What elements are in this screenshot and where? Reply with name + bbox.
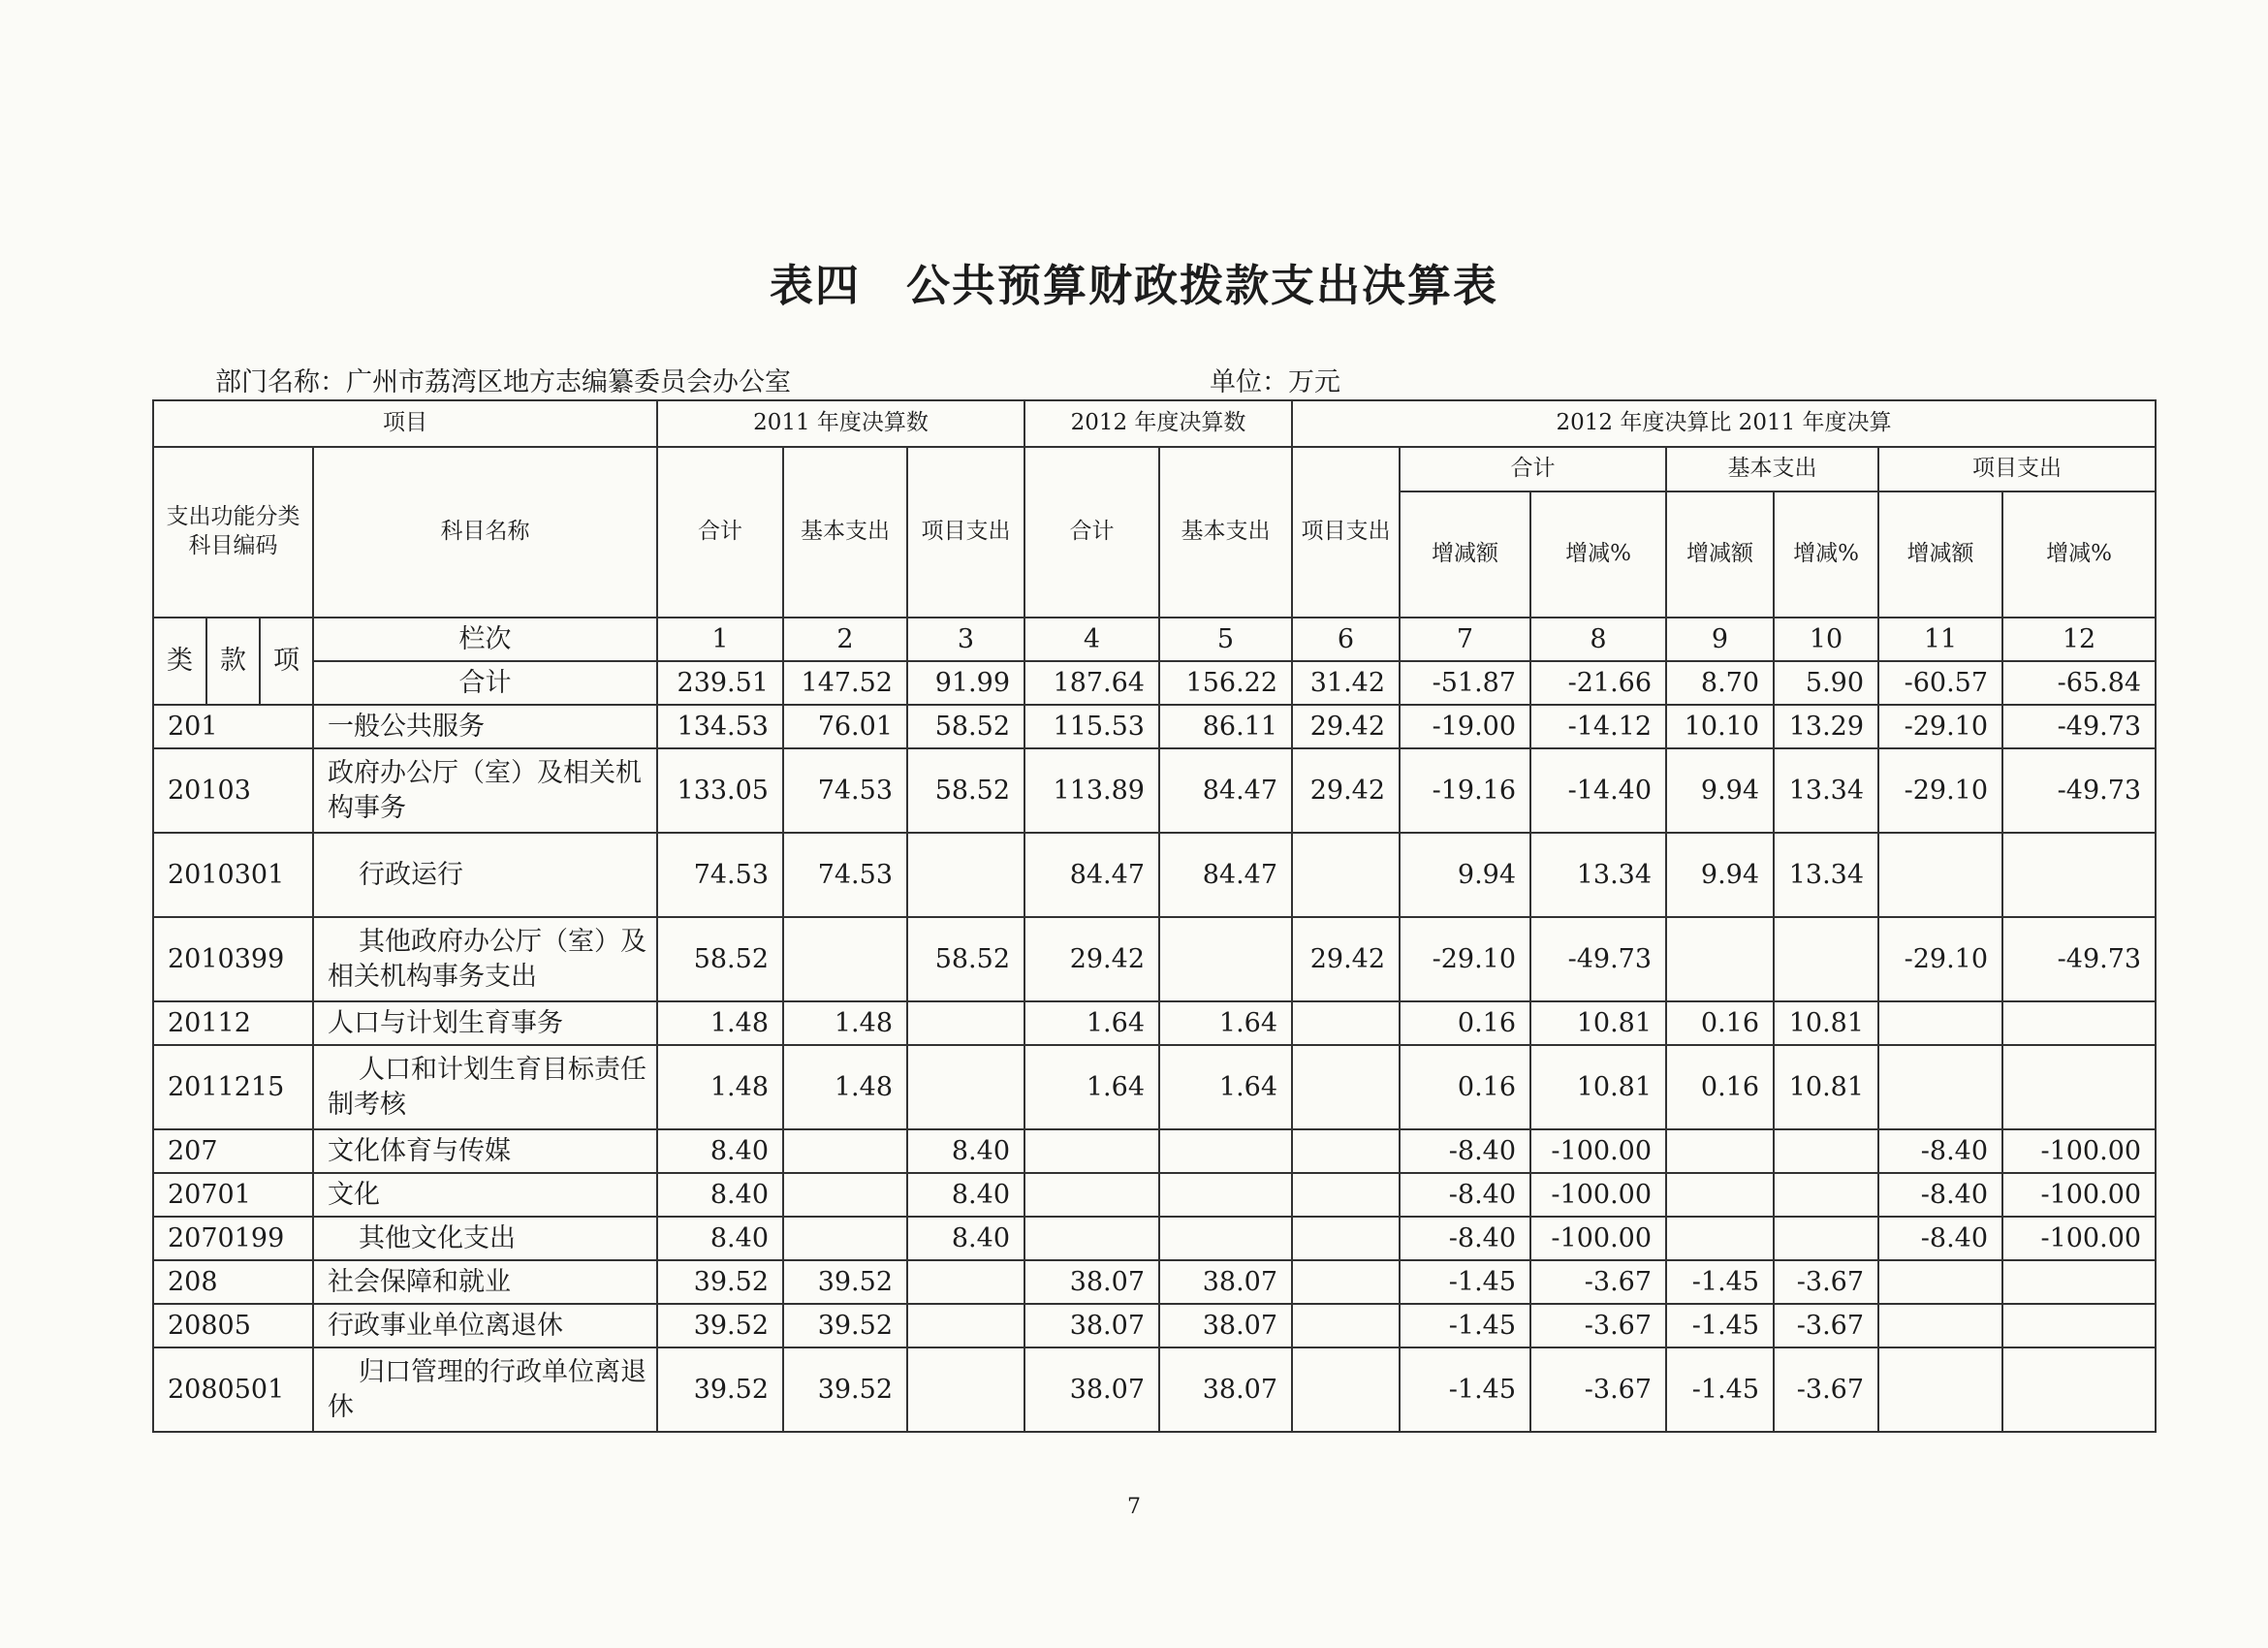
row-value: -14.40 bbox=[1530, 748, 1666, 833]
row-value: -3.67 bbox=[1530, 1347, 1666, 1432]
row-code: 2010399 bbox=[153, 917, 313, 1001]
row-value: -8.40 bbox=[1400, 1217, 1530, 1260]
row-value: -49.73 bbox=[2002, 705, 2156, 748]
total-cell: 187.64 bbox=[1024, 661, 1159, 705]
header-name: 科目名称 bbox=[313, 447, 657, 618]
table-row bbox=[153, 833, 2156, 917]
row-value: -8.40 bbox=[1400, 1173, 1530, 1217]
row-value bbox=[1666, 1217, 1774, 1260]
header-row-2 bbox=[153, 447, 2156, 491]
row-value bbox=[1159, 1129, 1292, 1173]
row-value: -1.45 bbox=[1666, 1304, 1774, 1347]
row-value: 9.94 bbox=[1666, 833, 1774, 917]
total-cell: 147.52 bbox=[783, 661, 907, 705]
row-value: 84.47 bbox=[1159, 748, 1292, 833]
col-number: 7 bbox=[1400, 618, 1530, 661]
row-name-text: 人口和计划生育目标责任制考核 bbox=[328, 1055, 646, 1120]
row-name-text: 人口与计划生育事务 bbox=[328, 1007, 563, 1038]
row-value: 8.40 bbox=[657, 1217, 783, 1260]
row-value bbox=[1159, 1173, 1292, 1217]
row-value: 38.07 bbox=[1024, 1304, 1159, 1347]
row-value: -29.10 bbox=[1878, 705, 2002, 748]
row-value: 1.64 bbox=[1024, 1045, 1159, 1129]
row-name-text: 社会保障和就业 bbox=[328, 1266, 511, 1297]
header-inc-amt: 增减额 bbox=[1666, 491, 1774, 618]
row-value: 13.34 bbox=[1774, 748, 1878, 833]
row-value: 10.81 bbox=[1774, 1001, 1878, 1045]
row-value bbox=[1774, 1129, 1878, 1173]
total-cell: 156.22 bbox=[1159, 661, 1292, 705]
table-row bbox=[153, 1129, 2156, 1173]
col-number: 5 bbox=[1159, 618, 1292, 661]
header-inc-pct: 增减% bbox=[2002, 491, 2156, 618]
row-value: 74.53 bbox=[657, 833, 783, 917]
row-value: 38.07 bbox=[1024, 1260, 1159, 1304]
table-row bbox=[153, 1045, 2156, 1129]
row-value: 9.94 bbox=[1400, 833, 1530, 917]
row-value: 134.53 bbox=[657, 705, 783, 748]
row-value bbox=[1666, 917, 1774, 1001]
data-rows bbox=[153, 705, 2156, 1432]
total-cell: 31.42 bbox=[1292, 661, 1400, 705]
row-name-text: 其他文化支出 bbox=[359, 1222, 516, 1253]
row-name-text: 文化体育与传媒 bbox=[328, 1135, 511, 1166]
row-value: 84.47 bbox=[1159, 833, 1292, 917]
row-value: -3.67 bbox=[1774, 1304, 1878, 1347]
row-code: 2010301 bbox=[153, 833, 313, 917]
row-name-text: 行政运行 bbox=[359, 859, 463, 890]
row-code: 207 bbox=[153, 1129, 313, 1173]
row-value: 38.07 bbox=[1159, 1304, 1292, 1347]
row-value bbox=[2002, 833, 2156, 917]
row-value bbox=[1292, 1045, 1400, 1129]
row-value: -29.10 bbox=[1878, 917, 2002, 1001]
row-value: -3.67 bbox=[1530, 1304, 1666, 1347]
row-name-text: 归口管理的行政单位离退休 bbox=[328, 1357, 646, 1422]
row-value: -1.45 bbox=[1400, 1260, 1530, 1304]
header-inc-pct: 增减% bbox=[1774, 491, 1878, 618]
row-code: 201 bbox=[153, 705, 313, 748]
row-value: 29.42 bbox=[1292, 748, 1400, 833]
header-inc-amt: 增减额 bbox=[1400, 491, 1530, 618]
row-name bbox=[313, 1347, 657, 1432]
table-row bbox=[153, 1001, 2156, 1045]
header-2011-project: 项目支出 bbox=[907, 447, 1024, 618]
row-value: 29.42 bbox=[1292, 917, 1400, 1001]
row-value bbox=[1024, 1129, 1159, 1173]
row-value bbox=[2002, 1045, 2156, 1129]
total-cell: -51.87 bbox=[1400, 661, 1530, 705]
row-value: 74.53 bbox=[783, 833, 907, 917]
header-2011-total: 合计 bbox=[657, 447, 783, 618]
row-value bbox=[783, 917, 907, 1001]
row-value: 13.34 bbox=[1530, 833, 1666, 917]
header-xiang: 项 bbox=[260, 618, 313, 705]
row-code: 20701 bbox=[153, 1173, 313, 1217]
row-value bbox=[1666, 1173, 1774, 1217]
row-name-text: 其他政府办公厅（室）及相关机构事务支出 bbox=[328, 927, 646, 992]
col-number: 8 bbox=[1530, 618, 1666, 661]
row-value: -14.12 bbox=[1530, 705, 1666, 748]
row-value: 113.89 bbox=[1024, 748, 1159, 833]
row-value: -49.73 bbox=[2002, 748, 2156, 833]
row-value: 29.42 bbox=[1024, 917, 1159, 1001]
page-number: 7 bbox=[1127, 1495, 1141, 1519]
row-value: 58.52 bbox=[657, 917, 783, 1001]
row-value bbox=[1878, 1260, 2002, 1304]
row-value: 29.42 bbox=[1292, 705, 1400, 748]
header-kuan: 款 bbox=[206, 618, 260, 705]
header-code: 支出功能分类科目编码 bbox=[153, 447, 313, 618]
row-value: 58.52 bbox=[907, 748, 1024, 833]
header-2011-basic: 基本支出 bbox=[783, 447, 907, 618]
row-value bbox=[1292, 1001, 1400, 1045]
row-name-text: 政府办公厅（室）及相关机构事务 bbox=[328, 758, 642, 823]
row-value: -8.40 bbox=[1878, 1217, 2002, 1260]
col-number: 4 bbox=[1024, 618, 1159, 661]
row-name-text: 一般公共服务 bbox=[328, 711, 485, 742]
row-value: 1.48 bbox=[657, 1045, 783, 1129]
row-value: 0.16 bbox=[1666, 1001, 1774, 1045]
row-value: 86.11 bbox=[1159, 705, 1292, 748]
row-value bbox=[1666, 1129, 1774, 1173]
row-value: -8.40 bbox=[1878, 1129, 2002, 1173]
col-number: 10 bbox=[1774, 618, 1878, 661]
budget-table bbox=[152, 399, 2157, 1433]
header-lei: 类 bbox=[153, 618, 206, 705]
row-value: -3.67 bbox=[1530, 1260, 1666, 1304]
page-title: 表四 公共预算财政拨款支出决算表 bbox=[769, 260, 1498, 311]
row-value: -100.00 bbox=[1530, 1217, 1666, 1260]
table-row bbox=[153, 1217, 2156, 1260]
row-value bbox=[1774, 1217, 1878, 1260]
row-value: -49.73 bbox=[1530, 917, 1666, 1001]
header-row-1 bbox=[153, 400, 2156, 447]
row-value: 58.52 bbox=[907, 917, 1024, 1001]
total-cell: -21.66 bbox=[1530, 661, 1666, 705]
row-name bbox=[313, 1173, 657, 1217]
total-cell: 8.70 bbox=[1666, 661, 1774, 705]
row-value bbox=[1878, 833, 2002, 917]
total-cell: 91.99 bbox=[907, 661, 1024, 705]
row-value: 38.07 bbox=[1159, 1260, 1292, 1304]
row-value: 1.48 bbox=[783, 1045, 907, 1129]
row-value bbox=[907, 833, 1024, 917]
header-2012: 2012 年度决算数 bbox=[1024, 400, 1292, 447]
total-cell: -60.57 bbox=[1878, 661, 2002, 705]
row-value bbox=[1024, 1173, 1159, 1217]
header-lanci: 栏次 bbox=[313, 618, 657, 661]
row-value: -1.45 bbox=[1666, 1347, 1774, 1432]
row-code: 20112 bbox=[153, 1001, 313, 1045]
col-number: 9 bbox=[1666, 618, 1774, 661]
total-cell: 5.90 bbox=[1774, 661, 1878, 705]
row-code: 20103 bbox=[153, 748, 313, 833]
row-value: -1.45 bbox=[1400, 1347, 1530, 1432]
row-value: 10.81 bbox=[1774, 1045, 1878, 1129]
row-value: 10.10 bbox=[1666, 705, 1774, 748]
header-compare: 2012 年度决算比 2011 年度决算 bbox=[1292, 400, 2156, 447]
row-value bbox=[907, 1045, 1024, 1129]
row-value: -8.40 bbox=[1878, 1173, 2002, 1217]
row-value: 74.53 bbox=[783, 748, 907, 833]
header-inc-pct: 增减% bbox=[1530, 491, 1666, 618]
header-cmp-project: 项目支出 bbox=[1878, 447, 2156, 491]
row-value: 13.29 bbox=[1774, 705, 1878, 748]
row-value: 133.05 bbox=[657, 748, 783, 833]
row-value: 115.53 bbox=[1024, 705, 1159, 748]
row-name bbox=[313, 1304, 657, 1347]
col-number: 2 bbox=[783, 618, 907, 661]
row-value: -19.00 bbox=[1400, 705, 1530, 748]
row-value: 1.48 bbox=[783, 1001, 907, 1045]
header-inc-amt: 增减额 bbox=[1878, 491, 2002, 618]
row-value bbox=[1292, 1304, 1400, 1347]
row-value: 1.64 bbox=[1024, 1001, 1159, 1045]
header-cmp-total: 合计 bbox=[1400, 447, 1666, 491]
table-row bbox=[153, 705, 2156, 748]
row-value: -100.00 bbox=[1530, 1129, 1666, 1173]
header-2012-basic: 基本支出 bbox=[1159, 447, 1292, 618]
row-value bbox=[1292, 833, 1400, 917]
row-value: 10.81 bbox=[1530, 1001, 1666, 1045]
row-value bbox=[2002, 1347, 2156, 1432]
row-value bbox=[1292, 1347, 1400, 1432]
row-value bbox=[907, 1001, 1024, 1045]
table-row bbox=[153, 748, 2156, 833]
header-2011: 2011 年度决算数 bbox=[657, 400, 1024, 447]
row-name bbox=[313, 748, 657, 833]
row-value bbox=[783, 1217, 907, 1260]
table-row bbox=[153, 1260, 2156, 1304]
row-value: 39.52 bbox=[657, 1304, 783, 1347]
row-code: 2070199 bbox=[153, 1217, 313, 1260]
row-value bbox=[1292, 1173, 1400, 1217]
row-value bbox=[783, 1129, 907, 1173]
row-value bbox=[907, 1347, 1024, 1432]
row-value bbox=[2002, 1260, 2156, 1304]
row-code: 208 bbox=[153, 1260, 313, 1304]
row-value bbox=[1774, 917, 1878, 1001]
row-value: -100.00 bbox=[2002, 1173, 2156, 1217]
row-value bbox=[2002, 1304, 2156, 1347]
row-value: 76.01 bbox=[783, 705, 907, 748]
row-value bbox=[1292, 1260, 1400, 1304]
row-code: 2011215 bbox=[153, 1045, 313, 1129]
col-number: 12 bbox=[2002, 618, 2156, 661]
row-value: 58.52 bbox=[907, 705, 1024, 748]
row-value bbox=[2002, 1001, 2156, 1045]
row-value: -3.67 bbox=[1774, 1347, 1878, 1432]
row-value bbox=[907, 1260, 1024, 1304]
row-value bbox=[1878, 1001, 2002, 1045]
row-value: 8.40 bbox=[657, 1173, 783, 1217]
row-value bbox=[783, 1173, 907, 1217]
row-value: -19.16 bbox=[1400, 748, 1530, 833]
header-2012-project: 项目支出 bbox=[1292, 447, 1400, 618]
row-value bbox=[1024, 1217, 1159, 1260]
row-code: 2080501 bbox=[153, 1347, 313, 1432]
row-value: 10.81 bbox=[1530, 1045, 1666, 1129]
row-value: 9.94 bbox=[1666, 748, 1774, 833]
row-name bbox=[313, 1129, 657, 1173]
header-2012-total: 合计 bbox=[1024, 447, 1159, 618]
row-value: 39.52 bbox=[783, 1260, 907, 1304]
department-label: 部门名称：广州市荔湾区地方志编纂委员会办公室 bbox=[215, 367, 791, 397]
row-name bbox=[313, 917, 657, 1001]
row-value: 13.34 bbox=[1774, 833, 1878, 917]
row-value bbox=[1878, 1304, 2002, 1347]
row-value: 8.40 bbox=[907, 1217, 1024, 1260]
row-value: 8.40 bbox=[907, 1173, 1024, 1217]
row-value: 84.47 bbox=[1024, 833, 1159, 917]
unit-label: 单位：万元 bbox=[1210, 367, 1340, 397]
col-number: 3 bbox=[907, 618, 1024, 661]
row-value: -29.10 bbox=[1400, 917, 1530, 1001]
row-value: 39.52 bbox=[783, 1347, 907, 1432]
row-name bbox=[313, 1217, 657, 1260]
row-value bbox=[1159, 917, 1292, 1001]
total-cell: 239.51 bbox=[657, 661, 783, 705]
row-name bbox=[313, 705, 657, 748]
total-label: 合计 bbox=[313, 661, 657, 705]
row-value: -29.10 bbox=[1878, 748, 2002, 833]
row-code: 20805 bbox=[153, 1304, 313, 1347]
row-name-text: 行政事业单位离退休 bbox=[328, 1310, 563, 1341]
row-value bbox=[907, 1304, 1024, 1347]
table-row bbox=[153, 917, 2156, 1001]
header-cmp-basic: 基本支出 bbox=[1666, 447, 1878, 491]
row-value: 1.64 bbox=[1159, 1001, 1292, 1045]
row-value: 1.64 bbox=[1159, 1045, 1292, 1129]
row-value bbox=[1159, 1217, 1292, 1260]
table-row bbox=[153, 1304, 2156, 1347]
col-number: 1 bbox=[657, 618, 783, 661]
row-value: 38.07 bbox=[1024, 1347, 1159, 1432]
row-value: 1.48 bbox=[657, 1001, 783, 1045]
total-row bbox=[153, 661, 2156, 705]
row-value: -1.45 bbox=[1666, 1260, 1774, 1304]
row-value: -100.00 bbox=[1530, 1173, 1666, 1217]
row-value: -1.45 bbox=[1400, 1304, 1530, 1347]
row-name bbox=[313, 1001, 657, 1045]
row-value: -100.00 bbox=[2002, 1129, 2156, 1173]
row-name bbox=[313, 1045, 657, 1129]
row-value bbox=[1292, 1217, 1400, 1260]
row-value bbox=[1774, 1173, 1878, 1217]
row-name bbox=[313, 833, 657, 917]
row-value: 0.16 bbox=[1666, 1045, 1774, 1129]
total-cell: -65.84 bbox=[2002, 661, 2156, 705]
row-value: 38.07 bbox=[1159, 1347, 1292, 1432]
row-value: -49.73 bbox=[2002, 917, 2156, 1001]
table-row bbox=[153, 1173, 2156, 1217]
table-row bbox=[153, 1347, 2156, 1432]
row-value: -3.67 bbox=[1774, 1260, 1878, 1304]
row-value: 39.52 bbox=[783, 1304, 907, 1347]
col-number: 6 bbox=[1292, 618, 1400, 661]
row-value: 39.52 bbox=[657, 1260, 783, 1304]
row-value bbox=[1878, 1045, 2002, 1129]
row-value: 8.40 bbox=[657, 1129, 783, 1173]
column-number-row bbox=[153, 618, 2156, 661]
header-project: 项目 bbox=[153, 400, 657, 447]
row-value bbox=[1878, 1347, 2002, 1432]
row-value bbox=[1292, 1129, 1400, 1173]
row-value: 39.52 bbox=[657, 1347, 783, 1432]
row-name bbox=[313, 1260, 657, 1304]
col-number: 11 bbox=[1878, 618, 2002, 661]
row-value: -100.00 bbox=[2002, 1217, 2156, 1260]
row-value: 0.16 bbox=[1400, 1045, 1530, 1129]
row-value: -8.40 bbox=[1400, 1129, 1530, 1173]
row-value: 8.40 bbox=[907, 1129, 1024, 1173]
row-value: 0.16 bbox=[1400, 1001, 1530, 1045]
row-name-text: 文化 bbox=[328, 1179, 380, 1210]
